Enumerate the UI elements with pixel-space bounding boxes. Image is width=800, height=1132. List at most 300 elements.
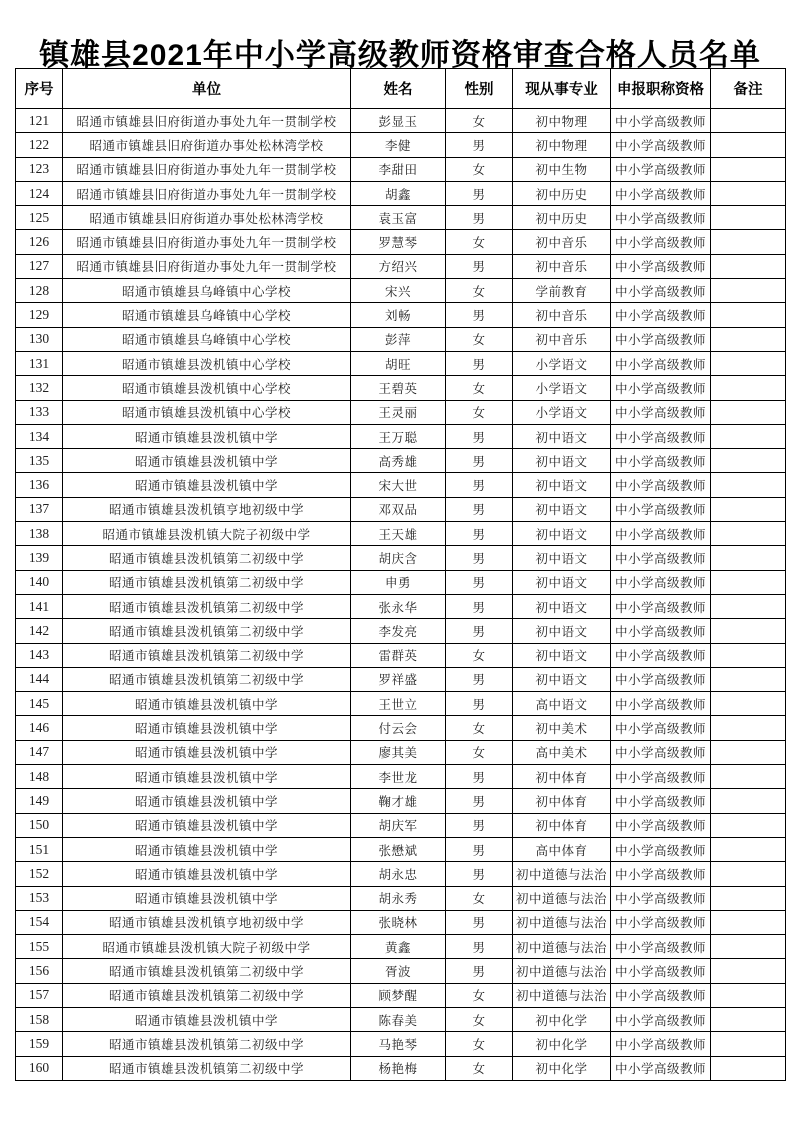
unit-cell: 昭通市镇雄县旧府街道办事处松林湾学校 [63,206,351,230]
serial-cell: 147 [16,740,63,764]
name-cell: 宋兴 [351,279,446,303]
unit-cell: 昭通市镇雄县泼机镇大院子初级中学 [63,935,351,959]
unit-cell: 昭通市镇雄县泼机镇中学 [63,716,351,740]
table-row [16,789,786,813]
name-cell: 罗祥盛 [351,667,446,691]
profession-cell: 初中道德与法治 [513,862,611,886]
profession-cell: 高中体育 [513,837,611,861]
table-row [16,206,786,230]
serial-cell: 157 [16,983,63,1007]
table-row [16,109,786,133]
title-cell: 中小学高级教师 [611,619,711,643]
serial-cell: 148 [16,765,63,789]
serial-cell: 121 [16,109,63,133]
unit-cell: 昭通市镇雄县泼机镇第二初级中学 [63,959,351,983]
title-cell: 中小学高级教师 [611,862,711,886]
serial-cell: 126 [16,230,63,254]
table-row [16,400,786,424]
unit-cell: 昭通市镇雄县泼机镇中心学校 [63,376,351,400]
gender-cell: 男 [446,765,513,789]
profession-cell: 高中语文 [513,692,611,716]
gender-cell: 男 [446,692,513,716]
serial-cell: 144 [16,667,63,691]
table-row [16,133,786,157]
title-cell: 中小学高级教师 [611,716,711,740]
name-cell: 胡永忠 [351,862,446,886]
unit-cell: 昭通市镇雄县泼机镇第二初级中学 [63,643,351,667]
serial-cell: 137 [16,497,63,521]
title-cell: 中小学高级教师 [611,983,711,1007]
profession-cell: 初中化学 [513,1007,611,1031]
remark-cell [711,935,786,959]
remark-cell [711,473,786,497]
page-title: 镇雄县2021年中小学高级教师资格审查合格人员名单 [39,39,761,72]
gender-cell: 男 [446,862,513,886]
title-cell: 中小学高级教师 [611,351,711,375]
table-row [16,935,786,959]
remark-cell [711,910,786,934]
table-row [16,594,786,618]
title-cell: 中小学高级教师 [611,449,711,473]
unit-cell: 昭通市镇雄县旧府街道办事处九年一贯制学校 [63,254,351,278]
name-cell: 王灵丽 [351,400,446,424]
table-row [16,862,786,886]
title-cell: 中小学高级教师 [611,813,711,837]
table-row [16,351,786,375]
title-cell: 中小学高级教师 [611,497,711,521]
gender-cell: 男 [446,570,513,594]
profession-cell: 初中道德与法治 [513,910,611,934]
remark-cell [711,376,786,400]
table-row [16,546,786,570]
serial-cell: 142 [16,619,63,643]
header-remark: 备注 [711,69,786,109]
title-cell: 中小学高级教师 [611,959,711,983]
gender-cell: 女 [446,327,513,351]
roster-table [15,68,786,1081]
profession-cell: 初中语文 [513,424,611,448]
title-cell: 中小学高级教师 [611,327,711,351]
serial-cell: 154 [16,910,63,934]
unit-cell: 昭通市镇雄县泼机镇第二初级中学 [63,546,351,570]
gender-cell: 女 [446,740,513,764]
title-cell: 中小学高级教师 [611,594,711,618]
name-cell: 马艳琴 [351,1032,446,1056]
remark-cell [711,181,786,205]
remark-cell [711,837,786,861]
title-cell: 中小学高级教师 [611,740,711,764]
serial-cell: 140 [16,570,63,594]
unit-cell: 昭通市镇雄县泼机镇中学 [63,813,351,837]
name-cell: 胡旺 [351,351,446,375]
title-cell: 中小学高级教师 [611,522,711,546]
remark-cell [711,303,786,327]
remark-cell [711,667,786,691]
serial-cell: 134 [16,424,63,448]
table-row [16,740,786,764]
unit-cell: 昭通市镇雄县旧府街道办事处九年一贯制学校 [63,230,351,254]
table-row [16,497,786,521]
serial-cell: 127 [16,254,63,278]
table-row [16,254,786,278]
unit-cell: 昭通市镇雄县泼机镇第二初级中学 [63,983,351,1007]
unit-cell: 昭通市镇雄县泼机镇中学 [63,1007,351,1031]
unit-cell: 昭通市镇雄县泼机镇中心学校 [63,400,351,424]
unit-cell: 昭通市镇雄县泼机镇中学 [63,789,351,813]
unit-cell: 昭通市镇雄县乌峰镇中心学校 [63,279,351,303]
title-cell: 中小学高级教师 [611,157,711,181]
gender-cell: 男 [446,619,513,643]
unit-cell: 昭通市镇雄县乌峰镇中心学校 [63,303,351,327]
gender-cell: 男 [446,497,513,521]
profession-cell: 初中体育 [513,789,611,813]
table-row [16,837,786,861]
name-cell: 王万聪 [351,424,446,448]
gender-cell: 女 [446,109,513,133]
name-cell: 申勇 [351,570,446,594]
title-cell: 中小学高级教师 [611,424,711,448]
profession-cell: 初中语文 [513,497,611,521]
unit-cell: 昭通市镇雄县泼机镇中学 [63,862,351,886]
profession-cell: 初中语文 [513,594,611,618]
serial-cell: 122 [16,133,63,157]
gender-cell: 男 [446,254,513,278]
remark-cell [711,109,786,133]
table-row [16,667,786,691]
gender-cell: 男 [446,546,513,570]
name-cell: 胥波 [351,959,446,983]
table-row [16,619,786,643]
remark-cell [711,959,786,983]
name-cell: 王碧英 [351,376,446,400]
title-cell: 中小学高级教师 [611,254,711,278]
unit-cell: 昭通市镇雄县泼机镇亨地初级中学 [63,910,351,934]
title-cell: 中小学高级教师 [611,837,711,861]
remark-cell [711,619,786,643]
gender-cell: 女 [446,1007,513,1031]
table-row [16,692,786,716]
table-row [16,449,786,473]
serial-cell: 153 [16,886,63,910]
serial-cell: 145 [16,692,63,716]
unit-cell: 昭通市镇雄县泼机镇中学 [63,449,351,473]
table-row [16,473,786,497]
remark-cell [711,230,786,254]
unit-cell: 昭通市镇雄县旧府街道办事处九年一贯制学校 [63,109,351,133]
profession-cell: 初中历史 [513,181,611,205]
gender-cell: 男 [446,424,513,448]
remark-cell [711,400,786,424]
title-cell: 中小学高级教师 [611,473,711,497]
name-cell: 邓双品 [351,497,446,521]
title-cell: 中小学高级教师 [611,133,711,157]
remark-cell [711,813,786,837]
serial-cell: 156 [16,959,63,983]
name-cell: 顾梦醒 [351,983,446,1007]
unit-cell: 昭通市镇雄县旧府街道办事处松林湾学校 [63,133,351,157]
serial-cell: 129 [16,303,63,327]
profession-cell: 小学语文 [513,376,611,400]
gender-cell: 女 [446,279,513,303]
serial-cell: 160 [16,1056,63,1080]
serial-cell: 132 [16,376,63,400]
unit-cell: 昭通市镇雄县泼机镇第二初级中学 [63,1032,351,1056]
table-row [16,813,786,837]
header-unit: 单位 [63,69,351,109]
serial-cell: 143 [16,643,63,667]
name-cell: 王天雄 [351,522,446,546]
unit-cell: 昭通市镇雄县泼机镇中学 [63,740,351,764]
remark-cell [711,157,786,181]
remark-cell [711,643,786,667]
profession-cell: 初中音乐 [513,327,611,351]
gender-cell: 女 [446,1032,513,1056]
gender-cell: 女 [446,157,513,181]
gender-cell: 男 [446,473,513,497]
name-cell: 方绍兴 [351,254,446,278]
remark-cell [711,789,786,813]
gender-cell: 女 [446,400,513,424]
title-cell: 中小学高级教师 [611,546,711,570]
name-cell: 张永华 [351,594,446,618]
unit-cell: 昭通市镇雄县泼机镇第二初级中学 [63,594,351,618]
name-cell: 李发亮 [351,619,446,643]
name-cell: 杨艳梅 [351,1056,446,1080]
profession-cell: 初中音乐 [513,303,611,327]
serial-cell: 138 [16,522,63,546]
title-cell: 中小学高级教师 [611,886,711,910]
remark-cell [711,570,786,594]
unit-cell: 昭通市镇雄县泼机镇中学 [63,692,351,716]
header-name: 姓名 [351,69,446,109]
profession-cell: 初中物理 [513,133,611,157]
serial-cell: 149 [16,789,63,813]
remark-cell [711,716,786,740]
name-cell: 李健 [351,133,446,157]
gender-cell: 女 [446,716,513,740]
gender-cell: 男 [446,813,513,837]
serial-cell: 130 [16,327,63,351]
title-cell: 中小学高级教师 [611,765,711,789]
remark-cell [711,206,786,230]
serial-cell: 152 [16,862,63,886]
unit-cell: 昭通市镇雄县泼机镇亨地初级中学 [63,497,351,521]
profession-cell: 初中语文 [513,619,611,643]
profession-cell: 初中音乐 [513,254,611,278]
name-cell: 刘畅 [351,303,446,327]
table-row [16,376,786,400]
serial-cell: 136 [16,473,63,497]
gender-cell: 男 [446,910,513,934]
remark-cell [711,1056,786,1080]
gender-cell: 男 [446,133,513,157]
gender-cell: 女 [446,643,513,667]
name-cell: 雷群英 [351,643,446,667]
profession-cell: 初中体育 [513,765,611,789]
table-row [16,983,786,1007]
serial-cell: 139 [16,546,63,570]
unit-cell: 昭通市镇雄县泼机镇大院子初级中学 [63,522,351,546]
profession-cell: 初中道德与法治 [513,959,611,983]
title-cell: 中小学高级教师 [611,570,711,594]
title-cell: 中小学高级教师 [611,935,711,959]
serial-cell: 135 [16,449,63,473]
name-cell: 罗慧琴 [351,230,446,254]
serial-cell: 146 [16,716,63,740]
table-row [16,643,786,667]
table-row [16,230,786,254]
gender-cell: 女 [446,983,513,1007]
table-row [16,181,786,205]
table-row [16,424,786,448]
name-cell: 胡庆军 [351,813,446,837]
unit-cell: 昭通市镇雄县泼机镇中学 [63,837,351,861]
profession-cell: 小学语文 [513,400,611,424]
gender-cell: 男 [446,206,513,230]
title-cell: 中小学高级教师 [611,181,711,205]
profession-cell: 初中语文 [513,449,611,473]
serial-cell: 131 [16,351,63,375]
remark-cell [711,254,786,278]
gender-cell: 女 [446,886,513,910]
table-row [16,279,786,303]
remark-cell [711,740,786,764]
header-title: 申报职称资格 [611,69,711,109]
name-cell: 付云会 [351,716,446,740]
profession-cell: 初中语文 [513,522,611,546]
name-cell: 胡永秀 [351,886,446,910]
title-cell: 中小学高级教师 [611,692,711,716]
profession-cell: 学前教育 [513,279,611,303]
profession-cell: 初中语文 [513,473,611,497]
gender-cell: 男 [446,959,513,983]
title-cell: 中小学高级教师 [611,400,711,424]
table-row [16,522,786,546]
remark-cell [711,594,786,618]
unit-cell: 昭通市镇雄县泼机镇中学 [63,424,351,448]
remark-cell [711,546,786,570]
name-cell: 彭显玉 [351,109,446,133]
title-cell: 中小学高级教师 [611,230,711,254]
header-profession: 现从事专业 [513,69,611,109]
profession-cell: 初中化学 [513,1056,611,1080]
profession-cell: 小学语文 [513,351,611,375]
remark-cell [711,424,786,448]
gender-cell: 男 [446,351,513,375]
name-cell: 张懋斌 [351,837,446,861]
gender-cell: 男 [446,837,513,861]
profession-cell: 初中语文 [513,570,611,594]
gender-cell: 男 [446,594,513,618]
profession-cell: 初中道德与法治 [513,983,611,1007]
gender-cell: 男 [446,522,513,546]
remark-cell [711,886,786,910]
serial-cell: 133 [16,400,63,424]
title-cell: 中小学高级教师 [611,643,711,667]
unit-cell: 昭通市镇雄县泼机镇第二初级中学 [63,619,351,643]
title-cell: 中小学高级教师 [611,1032,711,1056]
name-cell: 胡鑫 [351,181,446,205]
serial-cell: 155 [16,935,63,959]
remark-cell [711,765,786,789]
serial-cell: 125 [16,206,63,230]
profession-cell: 初中美术 [513,716,611,740]
gender-cell: 男 [446,935,513,959]
profession-cell: 初中体育 [513,813,611,837]
table-body [16,109,786,1081]
unit-cell: 昭通市镇雄县旧府街道办事处九年一贯制学校 [63,181,351,205]
remark-cell [711,279,786,303]
profession-cell: 初中语文 [513,546,611,570]
name-cell: 陈春美 [351,1007,446,1031]
remark-cell [711,449,786,473]
serial-cell: 151 [16,837,63,861]
remark-cell [711,862,786,886]
table-row [16,303,786,327]
remark-cell [711,1007,786,1031]
title-cell: 中小学高级教师 [611,376,711,400]
name-cell: 胡庆含 [351,546,446,570]
serial-cell: 124 [16,181,63,205]
table-row [16,157,786,181]
profession-cell: 初中道德与法治 [513,935,611,959]
unit-cell: 昭通市镇雄县泼机镇第二初级中学 [63,667,351,691]
unit-cell: 昭通市镇雄县乌峰镇中心学校 [63,327,351,351]
gender-cell: 男 [446,181,513,205]
name-cell: 鞠才雄 [351,789,446,813]
gender-cell: 男 [446,303,513,327]
profession-cell: 初中化学 [513,1032,611,1056]
name-cell: 廖其美 [351,740,446,764]
name-cell: 张晓林 [351,910,446,934]
profession-cell: 初中生物 [513,157,611,181]
title-cell: 中小学高级教师 [611,303,711,327]
remark-cell [711,983,786,1007]
title-cell: 中小学高级教师 [611,279,711,303]
unit-cell: 昭通市镇雄县旧府街道办事处九年一贯制学校 [63,157,351,181]
name-cell: 袁玉富 [351,206,446,230]
profession-cell: 初中道德与法治 [513,886,611,910]
title-cell: 中小学高级教师 [611,910,711,934]
title-cell: 中小学高级教师 [611,206,711,230]
remark-cell [711,1032,786,1056]
title-cell: 中小学高级教师 [611,789,711,813]
remark-cell [711,351,786,375]
remark-cell [711,692,786,716]
title-cell: 中小学高级教师 [611,1007,711,1031]
profession-cell: 初中语文 [513,643,611,667]
unit-cell: 昭通市镇雄县泼机镇第二初级中学 [63,1056,351,1080]
name-cell: 李世龙 [351,765,446,789]
table-row [16,959,786,983]
table-row [16,327,786,351]
remark-cell [711,327,786,351]
profession-cell: 高中美术 [513,740,611,764]
profession-cell: 初中音乐 [513,230,611,254]
name-cell: 王世立 [351,692,446,716]
table-row [16,765,786,789]
gender-cell: 女 [446,1056,513,1080]
gender-cell: 女 [446,230,513,254]
unit-cell: 昭通市镇雄县泼机镇中学 [63,886,351,910]
header-gender: 性别 [446,69,513,109]
profession-cell: 初中历史 [513,206,611,230]
table-row [16,1056,786,1080]
serial-cell: 159 [16,1032,63,1056]
gender-cell: 男 [446,789,513,813]
gender-cell: 男 [446,667,513,691]
title-cell: 中小学高级教师 [611,109,711,133]
